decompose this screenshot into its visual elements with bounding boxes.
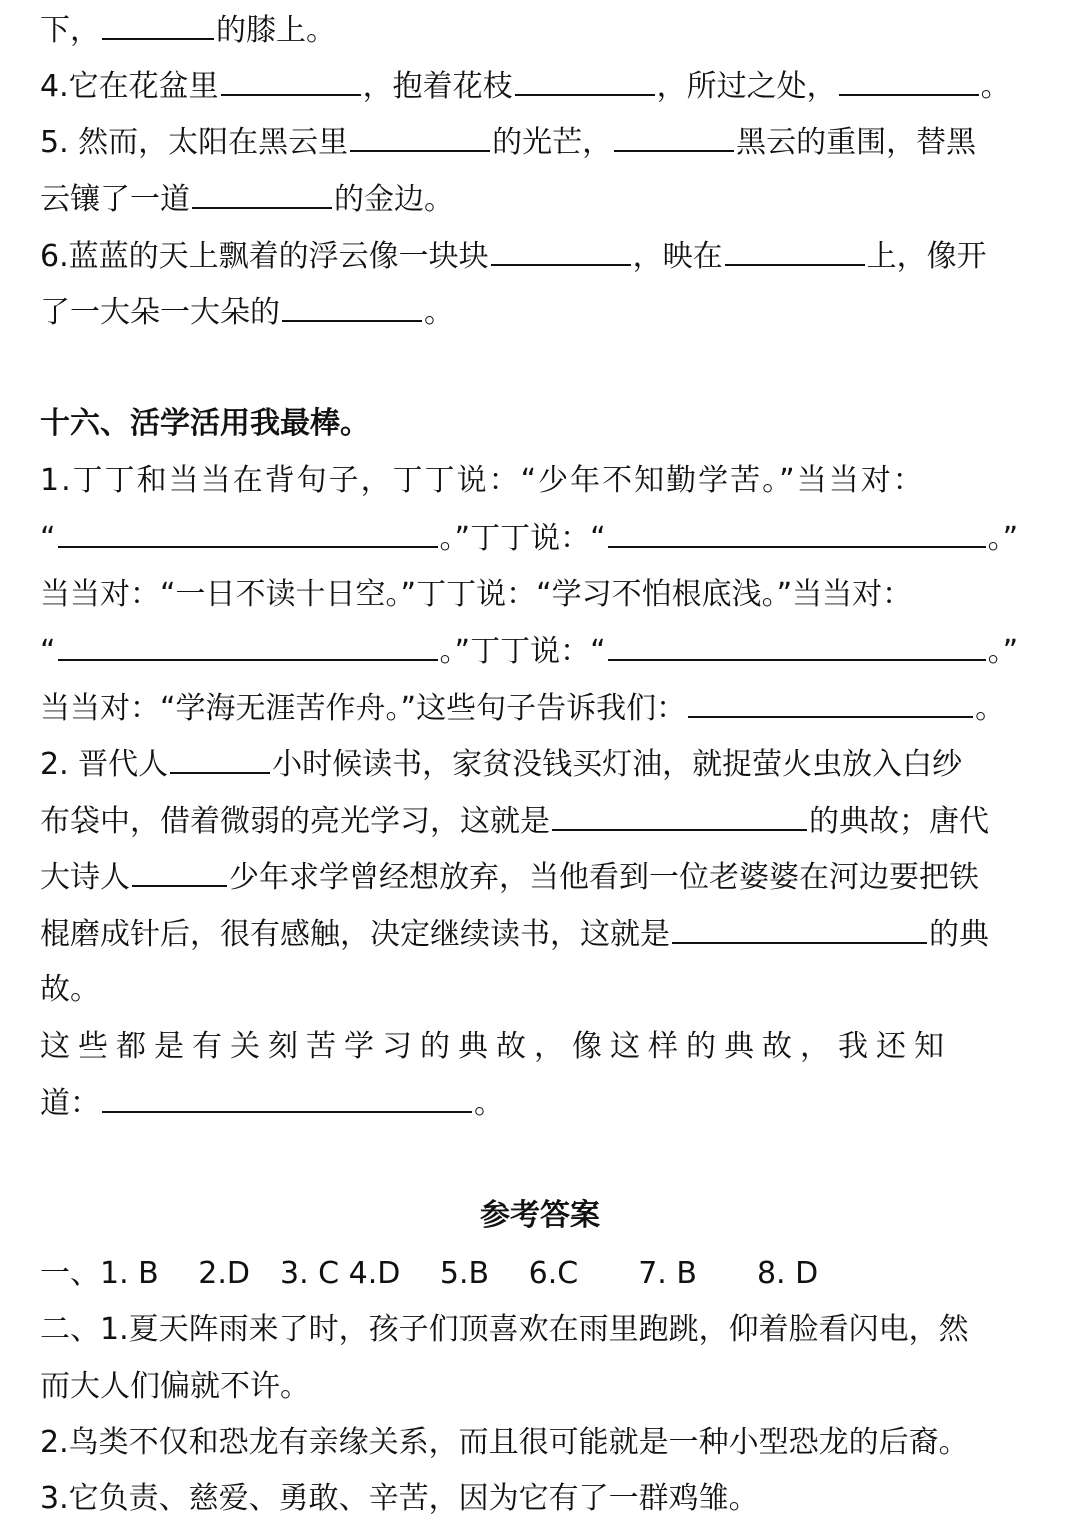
text: 下， xyxy=(40,13,100,48)
answer-2-2: 2.鸟类不仅和恐龙有亲缘关系，而且很可能就是一种小型恐龙的后裔。 xyxy=(40,1425,969,1460)
text: 。” xyxy=(987,521,1019,556)
text: ，所过之处， xyxy=(656,69,837,104)
answer-blank[interactable] xyxy=(192,181,332,209)
ex15-line-6b xyxy=(40,294,1040,331)
answer-blank[interactable] xyxy=(491,238,631,266)
answer-blank[interactable] xyxy=(282,294,422,322)
answer-blank[interactable] xyxy=(608,633,986,661)
text: ，抱着花枝 xyxy=(362,69,513,104)
text: 小时候读书，家贫没钱买灯油，就捉萤火虫放入白纱 xyxy=(272,747,963,782)
q1-line-3: 当当对：“一日不读十日空。”丁丁说：“学习不怕根底浅。”当当对： xyxy=(40,577,913,612)
answer-blank[interactable] xyxy=(614,124,734,152)
text: 。 xyxy=(424,295,454,330)
answer-blank[interactable] xyxy=(350,124,490,152)
answer-2-3: 3.它负责、慈爱、勇敢、辛苦，因为它有了一群鸡雏。 xyxy=(40,1481,759,1516)
q2-line-5: 故。 xyxy=(40,972,100,1007)
answer-blank[interactable] xyxy=(672,916,927,944)
text: “ xyxy=(40,634,56,669)
text: 。” xyxy=(987,634,1019,669)
text: 2. 晋代人 xyxy=(40,747,169,782)
answer-blank[interactable] xyxy=(688,690,973,718)
text: 道： xyxy=(40,1086,100,1121)
q2-line-3 xyxy=(40,859,1040,896)
text: 了一大朵一大朵的 xyxy=(40,295,280,330)
text: 。 xyxy=(980,69,1011,104)
text: 云镶了一道 xyxy=(40,182,190,217)
q1-line-5 xyxy=(40,690,1040,727)
answer-blank[interactable] xyxy=(58,633,438,661)
text: 的膝上。 xyxy=(216,13,336,48)
text: 6.蓝蓝的天上飘着的浮云像一块块 xyxy=(40,239,489,274)
text: 。”丁丁说：“ xyxy=(439,521,606,556)
q1-line-1: 1.丁丁和当当在背句子，丁丁说：“少年不知勤学苦。”当当对： xyxy=(40,463,925,498)
text: “ xyxy=(40,521,56,556)
answer-1: 一、1. B 2.D 3. C 4.D 5.B 6.C 7. B 8. D xyxy=(40,1256,819,1291)
text: 的金边。 xyxy=(334,182,454,217)
text: 。”丁丁说：“ xyxy=(439,634,606,669)
text: 大诗人 xyxy=(40,860,130,895)
answer-blank[interactable] xyxy=(221,68,361,96)
answer-2-line-1: 二、1.夏天阵雨来了时，孩子们顶喜欢在雨里跑跳，仰着脸看闪电，然 xyxy=(40,1312,969,1347)
q2-line-1 xyxy=(40,746,1040,783)
q2-line-7 xyxy=(40,1085,1040,1122)
answer-blank[interactable] xyxy=(552,803,807,831)
text: 。 xyxy=(975,691,1006,726)
ex15-line-5b xyxy=(40,181,1040,218)
answer-blank[interactable] xyxy=(515,68,655,96)
q1-line-2 xyxy=(40,520,1040,557)
ex15-line-6 xyxy=(40,238,1040,275)
text: 的典故；唐代 xyxy=(809,804,989,839)
q2-line-2 xyxy=(40,803,1040,840)
ex15-line-5 xyxy=(40,124,1040,161)
text: 5. 然而，太阳在黑云里 xyxy=(40,125,349,160)
answers-title: 参考答案 xyxy=(480,1198,600,1233)
q1-line-4 xyxy=(40,633,1040,670)
ex15-line-4 xyxy=(40,68,1040,105)
answer-blank[interactable] xyxy=(839,68,979,96)
text: 的光芒， xyxy=(492,125,613,160)
answer-blank[interactable] xyxy=(725,238,865,266)
answer-blank[interactable] xyxy=(132,859,227,887)
answer-blank[interactable] xyxy=(102,12,214,40)
section-title: 十六、活学活用我最棒。 xyxy=(40,406,370,441)
ex15-line-0 xyxy=(40,12,1040,49)
text: 当当对：“学海无涯苦作舟。”这些句子告诉我们： xyxy=(40,691,687,726)
text: 棍磨成针后，很有感触，决定继续读书，这就是 xyxy=(40,917,670,952)
answer-2-line-2: 而大人们偏就不许。 xyxy=(40,1369,310,1404)
answer-blank[interactable] xyxy=(102,1085,472,1113)
answer-blank[interactable] xyxy=(608,520,986,548)
text: 少年求学曾经想放弃，当他看到一位老婆婆在河边要把铁 xyxy=(229,860,979,895)
text: 的典 xyxy=(929,917,989,952)
q2-line-6: 这些都是有关刻苦学习的典故，像这样的典故，我还知 xyxy=(40,1029,952,1064)
text: 。 xyxy=(474,1086,504,1121)
text: ，映在 xyxy=(632,239,723,274)
text: 上，像开 xyxy=(866,239,987,274)
text: 黑云的重围，替黑 xyxy=(736,125,977,160)
q2-line-4 xyxy=(40,916,1040,953)
text: 4.它在花盆里 xyxy=(40,69,219,104)
answer-blank[interactable] xyxy=(170,746,270,774)
text: 布袋中，借着微弱的亮光学习，这就是 xyxy=(40,804,550,839)
answer-blank[interactable] xyxy=(58,520,438,548)
